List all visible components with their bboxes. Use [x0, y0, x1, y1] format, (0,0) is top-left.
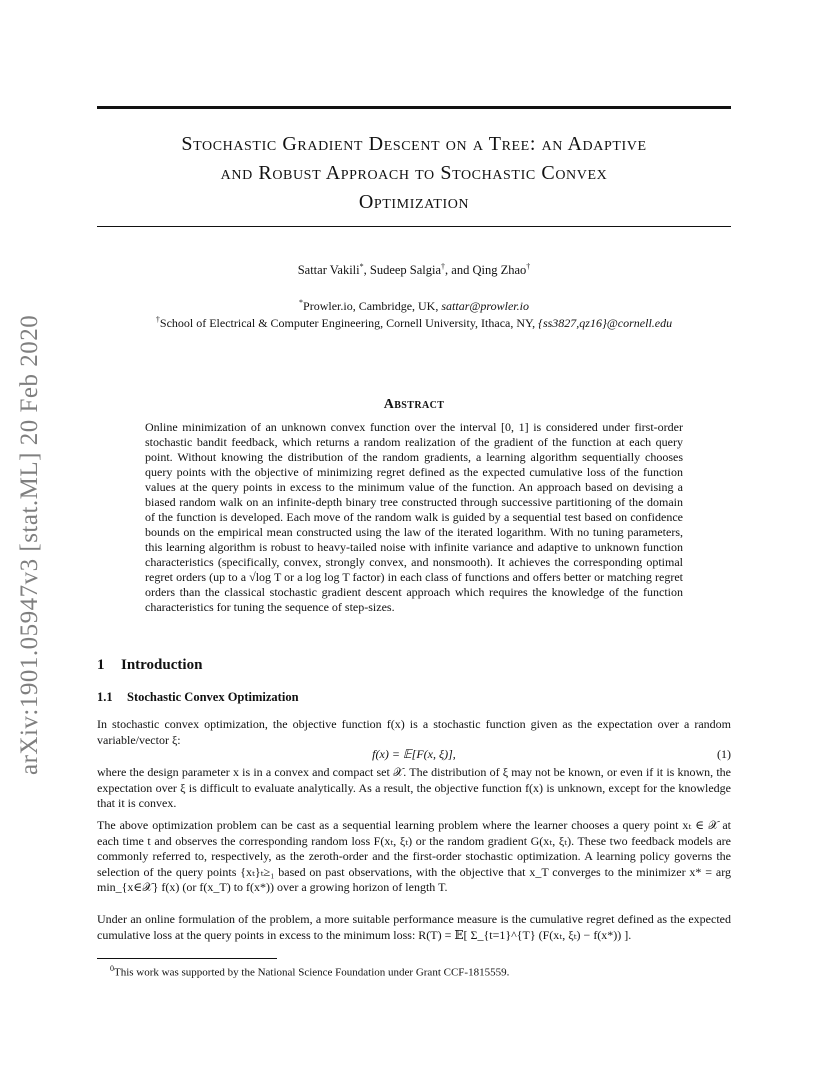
title-rule-top	[97, 106, 731, 109]
section-title: Introduction	[121, 657, 203, 673]
equation-body: f(x) = 𝔼[F(x, ξ)],	[372, 747, 456, 761]
author-name: , Sudeep Salgia	[363, 263, 442, 278]
equation-number: (1)	[717, 747, 731, 761]
subsection-number: 1.1	[97, 690, 113, 704]
paragraph-regret: Under an online formulation of the problem, a more suitable performance measure is the cumulative regret defined as the expected cumulative loss at the query points in excess to the minimum loss: R(T) = 𝔼[ Σ_{t=1}^{T} (F(xₜ, ξₜ) − f(x*)) ].	[97, 912, 731, 942]
footnote-rule	[97, 958, 277, 959]
author-name: , and Qing Zhao	[445, 263, 527, 278]
paragraph-design-parameter: where the design parameter x is in a convex and compact set 𝒳. The distribution of ξ may not be known, or even if it is known, the expectation over ξ is difficult to evaluate analytically. As a result, the objective function f(x) is unknown, except for the knowledge that it is convex.	[97, 765, 731, 810]
subsection-title: Stochastic Convex Optimization	[127, 690, 299, 704]
title-line-1: Stochastic Gradient Descent on a Tree: an Adaptive	[181, 133, 647, 155]
affiliation-email[interactable]: {ss3827,qz16}@cornell.edu	[538, 316, 673, 330]
footnote-mark: 0	[110, 964, 114, 973]
abstract-body: Online minimization of an unknown convex function over the interval [0, 1] is considered under first-order stochastic bandit feedback, which returns a random realization of the gradient of the function at each query point. Without knowing the distribution of the random gradients, a learning algorithm sequentially chooses query points with the objective of minimizing regret defined as the expected cumulative loss of the function values at the query points in excess to the minimum value of the function. An approach based on devising a biased random walk on an infinite-depth binary tree constructed through successive partitioning of the domain of the function is developed. Each move of the random walk is guided by a sequential test based on confidence bounds on the empirical mean constructed using the law of the iterated logarithm. With no tuning parameters, this learning algorithm is robust to heavy-tailed noise with infinite variance and adaptive to unknown function characteristics (specifically, convex, strongly convex, and nonsmooth). It achieves the corresponding optimal regret orders (up to a √log T or a log log T factor) in each class of functions and offers better or matching regret orders than the classical stochastic gradient descent approach which requires the knowledge of the function characteristics for tuning the sequence of step-sizes.	[145, 420, 683, 614]
affiliation-text: School of Electrical & Computer Engineering, Cornell University, Ithaca, NY,	[159, 316, 539, 330]
abstract-heading: Abstract	[383, 397, 445, 412]
author-mark: *	[359, 262, 364, 271]
paper-title	[97, 130, 731, 217]
author-mark: †	[526, 262, 531, 271]
section-heading	[97, 657, 202, 674]
paragraph-sequential-learning: The above optimization problem can be cast as a sequential learning problem where the learner chooses a query point xₜ ∈ 𝒳 at each time t and observes the corresponding random loss F(xₜ, ξₜ) or the random gradient G(xₜ, ξₜ). These two feedback models are commonly referred to, respectively, as the zeroth-order and the first-order stochastic optimization. A learning policy governs the selection of the query points {xₜ}ₜ≥₁ based on past observations, with the objective that x_T converges to the minimizer x* = arg min_{x∈𝒳} f(x) (or f(x_T) to f(x*)) over a growing horizon of length T.	[97, 818, 731, 894]
title-line-3: Optimization	[358, 191, 470, 213]
affiliation-mark: *	[299, 298, 304, 307]
arxiv-sidebar-id: arXiv:1901.05947v3 [stat.ML] 20 Feb 2020	[16, 314, 43, 775]
title-line-2: and Robust Approach to Stochastic Convex	[220, 162, 608, 184]
section-number: 1	[97, 657, 105, 673]
affiliation-2	[97, 315, 731, 331]
paragraph-intro: In stochastic convex optimization, the objective function f(x) is a stochastic function given as the expectation over a random variable/vector ξ:	[97, 717, 731, 747]
affiliation-1	[97, 298, 731, 314]
author-name: Sattar Vakili	[297, 263, 360, 278]
subsection-heading	[97, 690, 299, 705]
title-rule-bottom	[97, 226, 731, 227]
footnote-text: This work was supported by the National Science Foundation under Grant CCF-1815559.	[114, 966, 510, 979]
author-list	[97, 262, 731, 278]
footnote	[110, 964, 509, 979]
affiliation-email[interactable]: sattar@prowler.io	[441, 299, 529, 313]
author-mark: †	[441, 262, 446, 271]
affiliation-text: Prowler.io, Cambridge, UK,	[303, 299, 442, 313]
affiliation-mark: †	[155, 315, 160, 324]
